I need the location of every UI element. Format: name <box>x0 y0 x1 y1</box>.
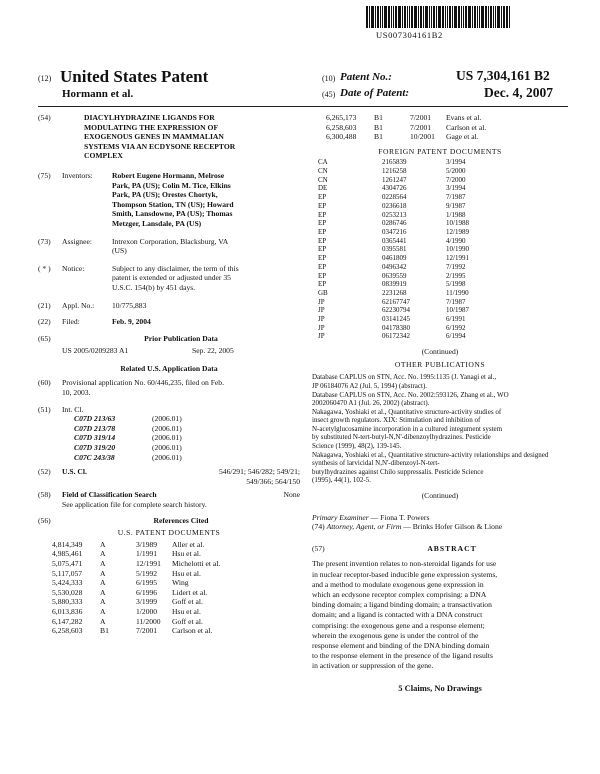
cell-no: 5,424,333 <box>52 578 83 588</box>
cell-date: 2/1995 <box>446 271 466 280</box>
cell-date: 12/1991 <box>136 558 161 568</box>
cell-no: 6,013,836 <box>52 606 83 616</box>
cell-kind: A <box>100 616 106 626</box>
cell-no: 0461809 <box>382 254 407 263</box>
pub-line: by substituted N-tert-butyl-N,N'-dibenzoylhydrazines. Pesticide <box>312 433 491 442</box>
table-row <box>326 113 568 123</box>
cell-no: 0236618 <box>382 201 407 210</box>
cell-no: 04178380 <box>382 323 410 332</box>
filed-date: Feb. 9, 2004 <box>112 317 151 327</box>
right-column <box>312 113 568 693</box>
cell-name: Carlson et al. <box>172 626 213 636</box>
prior-code: (65) <box>38 333 51 343</box>
uscl-code: (52) <box>38 467 51 477</box>
country-code: (12) <box>38 74 52 83</box>
table-row <box>326 123 568 133</box>
pub-line: JP 06184076 A2 (Jul. 5, 1994) (abstract). <box>312 381 428 390</box>
appl-code: (21) <box>38 300 51 310</box>
field-none: None <box>283 490 300 500</box>
table-row <box>318 237 568 246</box>
appl-label: Appl. No.: <box>62 300 95 310</box>
cell-no: 0496342 <box>382 262 407 271</box>
abstract-heading: ABSTRACT <box>427 543 477 553</box>
notice-label: Notice: <box>62 263 85 273</box>
abstract-line: response element and binding of the DNA binding domain <box>312 641 490 651</box>
cell-no: 06172342 <box>382 332 410 341</box>
assignee-section <box>38 237 300 256</box>
inventor-line: Smith, Lansdowne, PA (US); Thomas <box>112 209 233 219</box>
table-row <box>318 298 568 307</box>
patent-title-heading: United States Patent <box>60 67 209 86</box>
assignee-code: (73) <box>38 236 51 246</box>
table-row <box>318 211 568 220</box>
notice-line: patent is extended or adjusted under 35 <box>112 273 231 283</box>
cell-country: EP <box>318 236 327 245</box>
prior-pub-section <box>38 334 300 344</box>
table-row <box>52 569 300 579</box>
table-row <box>52 617 300 627</box>
cell-kind: A <box>100 597 106 607</box>
date-code: (45) <box>322 90 336 99</box>
examiner-block: Primary Examiner — Fiona T. Powers (74) Attorney, Agent, or Firm — Brinks Hofer Gilson & Lione <box>312 512 503 532</box>
table-row <box>52 597 300 607</box>
table-row <box>318 306 568 315</box>
cell-name: Carlson et al. <box>446 122 487 132</box>
intcl-row <box>62 414 182 424</box>
table-row <box>52 559 300 569</box>
table-row <box>318 254 568 263</box>
invention-title <box>84 113 235 161</box>
cell-no: 62167747 <box>382 297 410 306</box>
provisional-section <box>38 378 300 397</box>
cell-country: EP <box>318 201 327 210</box>
cell-date: 4/1990 <box>446 236 466 245</box>
cell-no: 0347216 <box>382 228 407 236</box>
table-row <box>318 245 568 254</box>
intcl-code-value: C07D 213/78 <box>74 423 116 433</box>
left-column <box>38 113 300 636</box>
inventor-line: Metzger, Lansdale, PA (US) <box>112 218 202 228</box>
agent-label: Attorney, Agent, or Firm <box>326 522 402 532</box>
cell-date: 3/1994 <box>446 158 466 167</box>
cell-date: 7/1987 <box>446 193 466 202</box>
us-docs-heading: U.S. PATENT DOCUMENTS <box>117 528 221 538</box>
cell-date: 7/1992 <box>446 262 466 271</box>
table-row <box>318 280 568 289</box>
cell-date: 9/1987 <box>446 201 466 210</box>
prov-line: Provisional application No. 60/446,235, filed on Feb. <box>62 378 224 388</box>
refs-section <box>38 516 300 526</box>
cell-no: 0365441 <box>382 236 407 245</box>
uscl-value <box>122 467 300 486</box>
table-row <box>318 315 568 324</box>
pub-line: butylhydrazines against Chilo suppressalis. Pesticide Science <box>312 467 484 476</box>
continued-label: (Continued) <box>421 347 459 357</box>
abstract-line: wherein the exogenous gene is under the control of the <box>312 630 479 640</box>
cell-country: DE <box>318 184 328 193</box>
other-pubs-text <box>312 373 568 485</box>
notice-line: Subject to any disclaimer, the term of this <box>112 263 239 273</box>
intcl-list <box>62 405 182 463</box>
inventor-line: Park, PA (US); Colin M. Tice, Elkins <box>112 180 231 190</box>
cell-date: 6/1991 <box>446 315 466 324</box>
agent-code: (74) <box>312 522 325 532</box>
cell-no: 4,814,349 <box>52 539 83 549</box>
table-row <box>318 176 568 185</box>
table-row <box>318 289 568 298</box>
cell-no: 5,075,471 <box>52 558 83 568</box>
cell-kind: B1 <box>374 113 383 122</box>
cell-no: 4304726 <box>382 184 407 193</box>
us-patents-table <box>38 540 300 636</box>
cell-date: 7/1987 <box>446 297 466 306</box>
primary-examiner-label: Primary Examiner <box>312 512 369 522</box>
cell-country: EP <box>318 280 327 289</box>
primary-examiner-name: Fiona T. Powers <box>380 512 430 522</box>
barcode <box>366 6 546 28</box>
cell-date: 6/1995 <box>136 578 158 588</box>
cell-date: 5/1992 <box>136 568 158 578</box>
cell-country: JP <box>318 297 325 306</box>
cell-country: GB <box>318 288 328 297</box>
assignee-line: Intrexon Corporation, Blacksburg, VA <box>112 236 229 246</box>
cell-country: EP <box>318 219 327 228</box>
abstract-line: The present invention relates to non-steroidal ligands for use <box>312 559 497 569</box>
prior-pub-number: US 2005/0209283 A1 <box>62 346 129 356</box>
inventor-line: Thompson Station, TN (US); Howard <box>112 199 234 209</box>
table-row <box>318 219 568 228</box>
inventors-section <box>38 171 300 229</box>
cell-country: EP <box>318 193 327 202</box>
cell-date: 5/1998 <box>446 280 466 289</box>
other-pubs-heading: OTHER PUBLICATIONS <box>394 359 486 369</box>
title-line: MODULATING THE EXPRESSION OF <box>84 122 219 132</box>
pub-line: Nakagawa, Yoshiaki et al., Quantitative structure-activity studies of <box>312 407 502 416</box>
cell-no: 2231268 <box>382 288 407 297</box>
cell-no: 2165839 <box>382 158 407 167</box>
cell-country: CN <box>318 167 328 176</box>
cell-no: 1216258 <box>382 167 407 176</box>
intcl-version: (2006.01) <box>152 423 182 433</box>
pub-line: N-acetylglucosamine incorporation in a cultured integument system <box>312 424 503 433</box>
table-row <box>318 167 568 176</box>
field-code: (58) <box>38 490 51 500</box>
claims-count: 5 Claims, No Drawings <box>398 682 482 693</box>
table-row <box>52 588 300 598</box>
cell-no: 6,147,282 <box>52 616 83 626</box>
patent-no: US 7,304,161 B2 <box>456 68 550 83</box>
cell-country: CA <box>318 158 328 167</box>
inventors-label: Inventors: <box>62 170 93 180</box>
cell-country: EP <box>318 210 327 219</box>
intcl-code-value: C07C 243/38 <box>74 452 115 462</box>
abstract-line: in nuclear receptor-based inducible gene expression systems, <box>312 569 498 579</box>
field-note: See application file for complete search history. <box>62 500 207 509</box>
refs-heading: References Cited <box>153 515 209 525</box>
pub-line: Science (1999), 48(2), 139-145. <box>312 442 402 451</box>
intcl-version: (2006.01) <box>152 414 182 424</box>
related-heading: Related U.S. Application Data <box>120 363 218 373</box>
cell-date: 3/1989 <box>136 539 158 549</box>
prov-code: (60) <box>38 378 51 388</box>
intcl-row <box>62 453 182 463</box>
cell-kind: B1 <box>374 132 383 142</box>
notice-value <box>112 264 239 293</box>
patent-no-code: (10) <box>322 74 336 83</box>
field-label: Field of Classification Search <box>62 490 157 500</box>
table-row <box>52 549 300 559</box>
date-label: Date of Patent: <box>340 87 410 99</box>
intcl-version: (2006.01) <box>152 433 182 443</box>
table-row <box>318 324 568 333</box>
cell-date: 10/1990 <box>446 245 469 254</box>
cell-date: 1/2000 <box>136 606 158 616</box>
cell-no: 6,300,488 <box>326 132 357 142</box>
cell-kind: A <box>100 606 106 616</box>
cell-date: 11/1990 <box>446 288 469 297</box>
intcl-section <box>38 405 300 463</box>
cell-date: 7/2001 <box>136 626 158 636</box>
cell-country: EP <box>318 228 327 236</box>
table-row <box>52 607 300 617</box>
cell-no: 0253213 <box>382 210 407 219</box>
cell-no: 6,265,173 <box>326 113 357 122</box>
cell-date: 1/1991 <box>136 549 158 559</box>
appl-section <box>38 301 300 311</box>
cell-no: 0395581 <box>382 245 407 254</box>
cell-date: 10/2001 <box>410 132 435 142</box>
uscl-label: U.S. Cl. <box>62 467 87 477</box>
table-row <box>318 228 568 237</box>
notice-section <box>38 264 300 293</box>
intcl-code-value: C07D 213/63 <box>74 414 116 424</box>
pub-line: 2002060470 A1 (Jul. 26, 2002) (abstract). <box>312 399 430 408</box>
cell-country: EP <box>318 271 327 280</box>
inventors-list <box>112 171 234 229</box>
pub-line: Database CAPLUS on STN, Acc. No. 1995:1135 (J. Yanagi et al., <box>312 373 497 382</box>
prior-pub-date: Sep. 22, 2005 <box>192 346 234 356</box>
cell-name: Hsu et al. <box>172 568 201 578</box>
foreign-heading: FOREIGN PATENT DOCUMENTS <box>378 146 502 156</box>
intcl-code: (51) <box>38 404 51 414</box>
cell-date: 10/1988 <box>446 219 469 228</box>
table-row <box>318 263 568 272</box>
table-row <box>318 202 568 211</box>
prior-heading: Prior Publication Data <box>144 333 218 343</box>
cell-name: Michelotti et al. <box>172 558 221 568</box>
cell-kind: A <box>100 539 106 549</box>
cell-no: 03141245 <box>382 315 410 324</box>
abstract-line: comprising: the exogenous gene and a response element; <box>312 620 485 630</box>
cell-name: Gage et al. <box>446 132 479 142</box>
publication-number: US007304161B2 <box>376 30 443 40</box>
cell-name: Wing <box>172 578 189 588</box>
title-line: DIACYLHYDRAZINE LIGANDS FOR <box>84 113 215 122</box>
cell-no: 5,530,028 <box>52 587 83 597</box>
table-row <box>52 626 300 636</box>
cell-name: Goff et al. <box>172 616 203 626</box>
cell-country: JP <box>318 306 325 315</box>
intcl-code-value: C07D 319/20 <box>74 443 116 453</box>
cell-kind: A <box>100 578 106 588</box>
cell-date: 3/1999 <box>136 597 158 607</box>
cell-date: 12/1991 <box>446 254 469 263</box>
intcl-label: Int. Cl. <box>62 404 84 414</box>
cell-country: JP <box>318 323 325 332</box>
intcl-row <box>62 433 182 443</box>
cell-date: 10/1987 <box>446 306 469 315</box>
intcl-version: (2006.01) <box>152 452 182 462</box>
intcl-code-value: C07D 319/14 <box>74 433 116 443</box>
inventor-line: Park, PA (US); Orestes Chortyk, <box>112 190 218 200</box>
cell-name: Hsu et al. <box>172 606 201 616</box>
intcl-row <box>62 424 182 434</box>
pub-line: Database CAPLUS on STN, Acc. No. 2002:593126, Zhang et al., WO <box>312 390 509 399</box>
abstract-line: binding domain; a ligand binding domain; a transactivation <box>312 600 492 610</box>
cell-name: Lidert et al. <box>172 587 208 597</box>
cell-no: 5,117,057 <box>52 568 83 578</box>
cell-no: 0639559 <box>382 271 407 280</box>
cell-no: 6,258,603 <box>52 626 83 636</box>
cell-country: JP <box>318 315 325 324</box>
cell-no: 6,258,603 <box>326 122 357 132</box>
patent-no-label: Patent No.: <box>340 71 392 83</box>
inventors-code: (75) <box>38 170 51 180</box>
abstract-line: to the response element in the presence of the ligand results <box>312 651 493 661</box>
table-row <box>52 578 300 588</box>
cell-kind: B1 <box>374 122 383 132</box>
cell-date: 6/1994 <box>446 332 466 341</box>
table-row <box>318 158 568 167</box>
assignee-value <box>112 237 228 256</box>
cell-country: EP <box>318 254 327 263</box>
abstract-line: domain; and a ligand is contacted with a DNA construct <box>312 610 483 620</box>
cell-kind: B1 <box>100 626 109 636</box>
field-value <box>62 490 300 509</box>
cell-no: 0286746 <box>382 219 407 228</box>
filed-code: (22) <box>38 317 51 327</box>
cell-no: 0839919 <box>382 280 407 289</box>
title-line: COMPLEX <box>84 151 123 161</box>
prov-line: 10, 2003. <box>62 388 91 398</box>
cell-kind: A <box>100 587 106 597</box>
cell-name: Hsu et al. <box>172 549 201 559</box>
uscl-section <box>38 467 300 486</box>
abstract-line: and a method to modulate exogenous gene expression in <box>312 579 484 589</box>
cell-no: 5,880,333 <box>52 597 83 607</box>
table-row <box>318 193 568 202</box>
pub-line: insect growth regulators. XIX: Stimulation and inhibition of <box>312 416 481 425</box>
cell-date: 6/1992 <box>446 323 466 332</box>
uscl-line: 549/366; 564/150 <box>246 476 300 486</box>
patent-date: Dec. 4, 2007 <box>484 85 553 100</box>
cell-country: JP <box>318 332 325 341</box>
cell-date: 7/2001 <box>410 113 432 122</box>
assignee-line: (US) <box>112 246 127 256</box>
filed-section <box>38 317 300 327</box>
cell-date: 11/2000 <box>136 616 161 626</box>
agent-name: Brinks Hofer Gilson & Lione <box>412 522 503 532</box>
abstract-line: in activation or suppression of the gene. <box>312 661 434 671</box>
title-line: EXOGENOUS GENES IN MAMMALIAN <box>84 132 224 142</box>
inventor-short: Hormann et al. <box>62 88 134 100</box>
cell-kind: A <box>100 568 106 578</box>
pub-line: Nakagawa, Yoshiaki et al., Quantitative structure-activity relationships and designed synthesis of larvicidal N,N'-dibenzoyl-N-tert- <box>312 450 549 468</box>
cell-date: 7/2001 <box>410 122 432 132</box>
filed-label: Filed: <box>62 317 80 327</box>
cell-country: CN <box>318 175 328 184</box>
notice-line: U.S.C. 154(b) by 451 days. <box>112 282 196 292</box>
title-code: (54) <box>38 113 51 122</box>
refs-code: (56) <box>38 515 51 525</box>
table-row <box>318 184 568 193</box>
table-row <box>326 132 568 142</box>
cell-date: 3/1994 <box>446 184 466 193</box>
cell-date: 5/2000 <box>446 167 466 176</box>
cell-kind: A <box>100 549 106 559</box>
cell-name: Goff et al. <box>172 597 203 607</box>
appl-number: 10/775,883 <box>112 300 147 310</box>
table-row <box>52 540 300 550</box>
cell-no: 4,985,461 <box>52 549 83 559</box>
abstract-line: which an ecdysone receptor complex comprising: a DNA <box>312 590 487 600</box>
us-patents-continued <box>312 113 568 142</box>
abstract-header <box>312 544 568 554</box>
provisional-value <box>62 378 224 397</box>
field-section <box>38 490 300 509</box>
title-line: SYSTEMS VIA AN ECDYSONE RECEPTOR <box>84 141 236 151</box>
table-row <box>318 332 568 341</box>
cell-no: 0228564 <box>382 193 407 202</box>
cell-date: 12/1989 <box>446 228 469 236</box>
cell-country: EP <box>318 245 327 254</box>
cell-kind: A <box>100 558 106 568</box>
intcl-version: (2006.01) <box>152 443 182 453</box>
pub-line: (1995), 44(1), 102-5. <box>312 476 371 485</box>
prior-pub-row <box>38 346 300 356</box>
continued-label-2: (Continued) <box>421 491 459 501</box>
cell-date: 1/1988 <box>446 210 466 219</box>
inventor-line: Robert Eugene Hormann, Melrose <box>112 170 225 180</box>
header-rule <box>38 106 568 107</box>
cell-date: 7/2000 <box>446 175 466 184</box>
intcl-row <box>62 443 182 453</box>
cell-name: Evans et al. <box>446 113 482 122</box>
uscl-line: 546/291; 546/282; 549/21; <box>218 467 300 477</box>
cell-date: 6/1996 <box>136 587 158 597</box>
cell-no: 1261247 <box>382 175 407 184</box>
cell-name: Aller et al. <box>172 539 205 549</box>
title-section <box>38 113 300 161</box>
cell-country: EP <box>318 262 327 271</box>
abstract-code: (57) <box>312 543 325 553</box>
cell-no: 62230794 <box>382 306 410 315</box>
abstract-text <box>312 559 568 671</box>
table-row <box>318 272 568 281</box>
assignee-label: Assignee: <box>62 236 92 246</box>
notice-code: ( * ) <box>38 263 51 273</box>
foreign-patents-table <box>312 158 568 341</box>
